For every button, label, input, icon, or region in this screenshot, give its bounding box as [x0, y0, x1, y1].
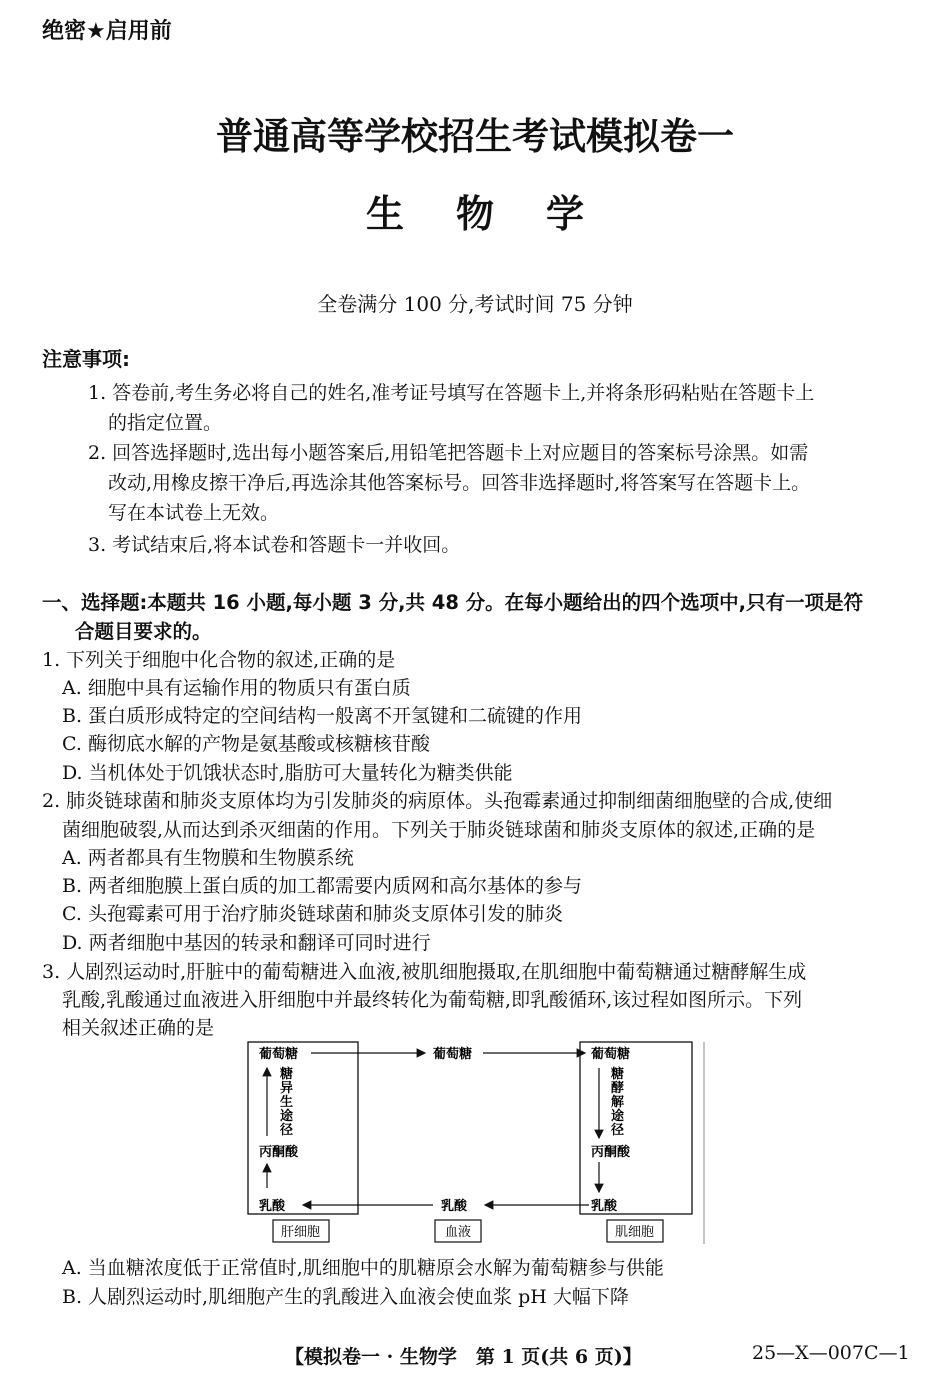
blood-lactate-label: 乳酸	[441, 1199, 468, 1214]
question-1-option-c: C. 酶彻底水解的产物是氨基酸或核糖核苷酸	[62, 733, 430, 755]
liver-pyruvate-label: 丙酮酸	[259, 1145, 299, 1160]
question-1-option-b: B. 蛋白质形成特定的空间结构一般离不开氢键和二硫键的作用	[62, 705, 583, 727]
glycolysis-label: 途	[611, 1109, 625, 1124]
gluconeogenesis-label: 途	[280, 1109, 294, 1124]
glycolysis-label: 酵	[611, 1081, 625, 1096]
question-1-stem: 1. 下列关于细胞中化合物的叙述,正确的是	[42, 649, 396, 671]
notice-line: 写在本试卷上无效。	[108, 502, 280, 524]
muscle-lactate-label: 乳酸	[591, 1199, 618, 1214]
question-3-stem-cont: 相关叙述正确的是	[62, 1017, 215, 1039]
exam-title: 普通高等学校招生考试模拟卷一	[216, 114, 734, 158]
paper-code: 25—X—007C—1	[752, 1342, 910, 1364]
question-3-option-a: A. 当血糖浓度低于正常值时,肌细胞中的肌糖原会水解为葡萄糖参与供能	[62, 1257, 664, 1279]
liver-cell-caption: 肝细胞	[281, 1225, 321, 1240]
notice-line: 1. 答卷前,考生务必将自己的姓名,准考证号填写在答题卡上,并将条形码粘贴在答题卡上	[88, 382, 815, 404]
question-2-option-d: D. 两者细胞中基因的转录和翻译可同时进行	[62, 932, 431, 954]
notice-line: 3. 考试结束后,将本试卷和答题卡一并收回。	[88, 534, 461, 556]
muscle-cell-caption: 肌细胞	[615, 1225, 655, 1240]
question-2-option-c: C. 头孢霉素可用于治疗肺炎链球菌和肺炎支原体引发的肺炎	[62, 903, 563, 925]
question-2-option-b: B. 两者细胞膜上蛋白质的加工都需要内质网和高尔基体的参与	[62, 875, 583, 897]
exam-info: 全卷满分 100 分,考试时间 75 分钟	[317, 292, 633, 316]
liver-lactate-label: 乳酸	[259, 1199, 286, 1214]
glycolysis-label: 解	[611, 1095, 625, 1110]
muscle-cell-box	[580, 1042, 692, 1214]
glycolysis-label: 径	[611, 1123, 625, 1138]
subject-title: 生物学	[365, 191, 636, 236]
question-3-stem-cont: 乳酸,乳酸通过血液进入肝细胞中并最终转化为葡萄糖,即乳酸循环,该过程如图所示。下列	[62, 989, 803, 1011]
confidential-label: 绝密★启用前	[42, 19, 172, 44]
blood-glucose-label: 葡萄糖	[433, 1047, 473, 1062]
question-3-stem: 3. 人剧烈运动时,肝脏中的葡萄糖进入血液,被肌细胞摄取,在肌细胞中葡萄糖通过糖酵解生成	[42, 961, 807, 983]
question-3-option-b: B. 人剧烈运动时,肌细胞产生的乳酸进入血液会使血浆 pH 大幅下降	[62, 1286, 629, 1308]
notice-line: 的指定位置。	[108, 412, 223, 434]
page-footer: 【模拟卷一 · 生物学 第 1 页(共 6 页)】	[285, 1346, 642, 1368]
muscle-pyruvate-label: 丙酮酸	[591, 1145, 631, 1160]
liver-cell-box	[248, 1042, 358, 1214]
question-2-stem: 2. 肺炎链球菌和肺炎支原体均为引发肺炎的病原体。头孢霉素通过抑制细菌细胞壁的合成,使细	[42, 790, 833, 812]
notice-line: 改动,用橡皮擦干净后,再选涂其他答案标号。回答非选择题时,将答案写在答题卡上。	[108, 472, 811, 494]
gluconeogenesis-label: 异	[280, 1081, 294, 1096]
question-1-option-a: A. 细胞中具有运输作用的物质只有蛋白质	[62, 677, 411, 699]
liver-glucose-label: 葡萄糖	[259, 1047, 299, 1062]
notice-heading: 注意事项:	[42, 347, 130, 371]
gluconeogenesis-label: 径	[280, 1123, 294, 1138]
question-2-stem-cont: 菌细胞破裂,从而达到杀灭细菌的作用。下列关于肺炎链球菌和肺炎支原体的叙述,正确的是	[62, 819, 816, 841]
question-2-option-a: A. 两者都具有生物膜和生物膜系统	[62, 847, 354, 869]
glycolysis-label: 糖	[611, 1067, 625, 1082]
lactate-cycle-diagram	[245, 1038, 705, 1246]
muscle-glucose-label: 葡萄糖	[591, 1047, 631, 1062]
section-heading-cont: 合题目要求的。	[75, 620, 212, 643]
blood-caption: 血液	[445, 1225, 472, 1240]
question-1-option-d: D. 当机体处于饥饿状态时,脂肪可大量转化为糖类供能	[62, 762, 513, 784]
gluconeogenesis-label: 糖	[280, 1067, 294, 1082]
gluconeogenesis-label: 生	[280, 1095, 294, 1110]
section-heading: 一、选择题:本题共 16 小题,每小题 3 分,共 48 分。在每小题给出的四个选项中,只有一项是符	[42, 591, 864, 614]
notice-line: 2. 回答选择题时,选出每小题答案后,用铅笔把答题卡上对应题目的答案标号涂黑。如需	[88, 442, 809, 464]
